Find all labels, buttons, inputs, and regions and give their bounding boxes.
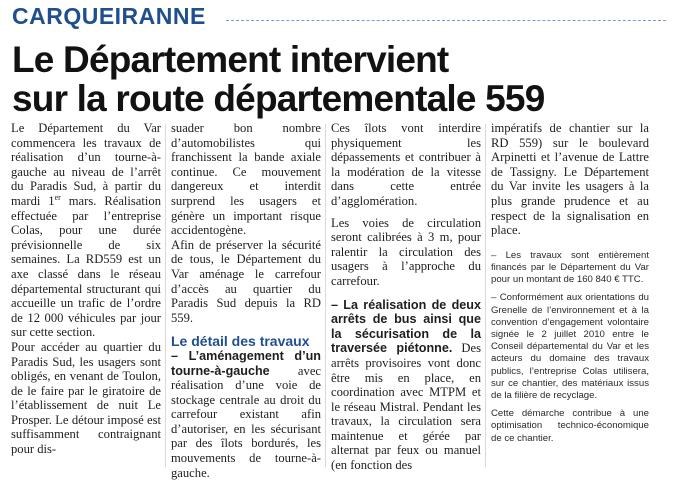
footnote: – Les travaux sont entièrement financés par le Département du Var pour un montant de 160 840 € TTC. xyxy=(491,249,649,286)
subheading-block xyxy=(171,334,321,480)
article-column-3 xyxy=(331,121,481,473)
paragraph: Des arrêts provisoires vont donc être mis en place, en coordination avec MTPM et le réseau Mistral. Pendant les travaux, la circulation sera maintenue et gérée par alternat par feux ou manuel (en fonction des xyxy=(331,341,481,473)
subheading-block xyxy=(331,298,481,473)
footnotes xyxy=(491,250,649,445)
kicker-divider xyxy=(226,20,666,21)
column-divider xyxy=(325,124,326,467)
subheading-item: – L’aménagement d’un tourne-à-gauche xyxy=(171,348,321,378)
article-column-4 xyxy=(491,121,649,467)
column-divider xyxy=(485,124,486,467)
paragraph: Ces îlots vont interdire physiquement les dépassements et contribuer à la modération de la vitesse dans cette entrée d’agglomération. xyxy=(331,121,481,208)
paragraph: impératifs de chantier sur la RD 559) sur le boulevard Arpinetti et l’avenue de Lattre de Tassigny. Le Département du Var invite les usagers à la plus grande prudence et au respect de la signalisation en place. xyxy=(491,121,649,238)
article-column-1 xyxy=(11,121,161,467)
paragraph: Le Département du Var commencera les travaux de réalisation d’un tourne-à-gauche au niveau de l’arrêt du Paradis Sud, à partir du mardi 1er mars. Réalisation effectuée par l’entreprise Colas, pour une durée prévisionnelle de six semaines. La RD559 est un axe classé dans le réseau départemental structurant qui accueille un trafic de l’ordre de 12 000 véhicules par jour sur cette section. xyxy=(11,121,161,340)
paragraph: Les voies de circulation seront calibrées à 3 m, pour ralentir la circulation des usagers à l’approche du carrefour. xyxy=(331,215,481,288)
section-kicker: CARQUEIRANNE xyxy=(12,3,206,29)
column-divider xyxy=(165,124,166,467)
paragraph: avec réalisation d’une voie de stockage centrale au droit du carrefour existant afin d’autoriser, en les sécurisant par des îlots bordurés, les mouvements de tourne-à-gauche. xyxy=(171,363,321,480)
article-column-2 xyxy=(171,121,321,480)
footnote: – Conformément aux orientations du Grenelle de l’environnement et à la convention d’engagement volontaire signée le 2 juillet 2010 entre le Conseil départemental du Var et les acteurs du domaine des travaux publics, l’entreprise Colas utilisera, sur ce chantier, des matériaux issus de la filière de recyclage. xyxy=(491,292,649,401)
article-headline xyxy=(12,40,662,118)
paragraph: Pour accéder au quartier du Paradis Sud, les usagers sont obligés, en venant de Toulon, de le faire par le giratoire de l’établissement de nuit Le Prosper. Le détour imposé est suffisamment contraignant pour dis- xyxy=(11,339,161,457)
subheading-title: Le détail des travaux xyxy=(171,333,310,350)
subheading-item: – La réalisation de deux arrêts de bus ainsi que la sécurisation de la traversée piétonne. xyxy=(331,297,481,356)
paragraph: suader bon nombre d’automobilistes qui franchissent la bande axiale continue. Ce mouvement dangereux et interdit surprend les usagers et génère un important risque accidentogène. xyxy=(171,121,321,238)
footnote: Cette démarche contribue à une optimisation technico-économique de ce chantier. xyxy=(491,408,649,444)
headline-line-2: sur la route départementale 559 xyxy=(12,78,545,119)
headline-line-1: Le Département intervient xyxy=(12,39,449,80)
paragraph: Afin de préserver la sécurité de tous, le Département du Var aménage le carrefour d’accès au quartier du Paradis Sud depuis la RD 559. xyxy=(171,237,321,325)
